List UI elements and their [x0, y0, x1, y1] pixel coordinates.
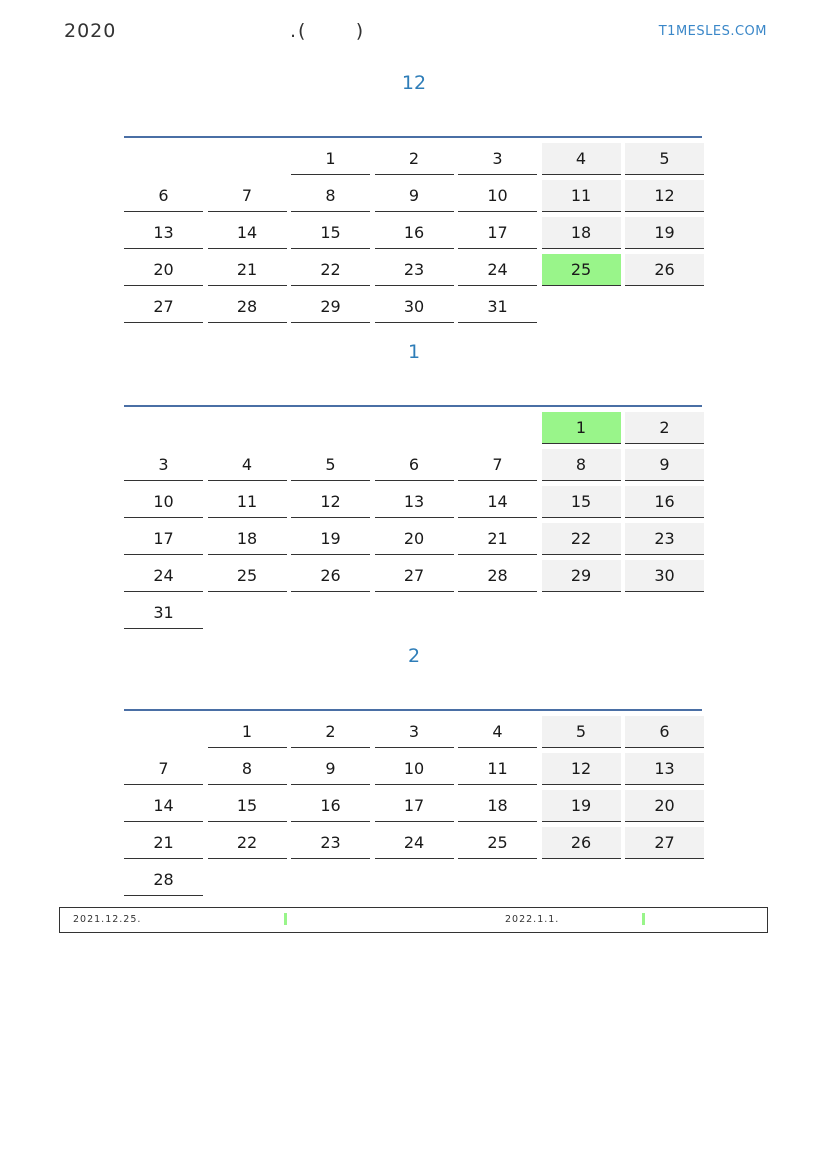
day-cell[interactable]: 28 — [458, 560, 537, 592]
day-cell[interactable]: 16 — [375, 217, 454, 249]
day-cell[interactable]: 10 — [458, 180, 537, 212]
empty-day-cell — [625, 864, 704, 896]
empty-day-cell — [542, 291, 621, 323]
empty-day-cell — [291, 597, 370, 629]
empty-day-cell — [124, 143, 203, 175]
day-cell[interactable]: 27 — [625, 827, 704, 859]
day-cell[interactable]: 19 — [291, 523, 370, 555]
day-cell[interactable]: 21 — [458, 523, 537, 555]
day-cell[interactable]: 5 — [625, 143, 704, 175]
month-title: 12 — [401, 72, 427, 94]
empty-day-cell — [208, 864, 287, 896]
day-cell[interactable]: 2 — [291, 716, 370, 748]
day-cell[interactable]: 29 — [542, 560, 621, 592]
day-cell[interactable]: 5 — [291, 449, 370, 481]
footer-note-2: 2022.1.1. — [505, 914, 560, 925]
day-cell[interactable]: 27 — [124, 291, 203, 323]
day-cell[interactable]: 21 — [208, 254, 287, 286]
empty-day-cell — [291, 412, 370, 444]
day-cell[interactable]: 31 — [124, 597, 203, 629]
day-cell[interactable]: 7 — [124, 753, 203, 785]
day-cell[interactable]: 8 — [542, 449, 621, 481]
day-cell[interactable]: 28 — [208, 291, 287, 323]
empty-day-cell — [625, 291, 704, 323]
empty-day-cell — [625, 597, 704, 629]
day-cell[interactable]: 9 — [375, 180, 454, 212]
day-cell[interactable]: 9 — [625, 449, 704, 481]
day-cell[interactable]: 15 — [208, 790, 287, 822]
day-cell[interactable]: 25 — [542, 254, 621, 286]
day-cell[interactable]: 1 — [291, 143, 370, 175]
month-calendar-1 — [124, 68, 704, 328]
day-cell[interactable]: 12 — [625, 180, 704, 212]
day-cell[interactable]: 24 — [458, 254, 537, 286]
day-cell[interactable]: 13 — [625, 753, 704, 785]
day-cell[interactable]: 26 — [542, 827, 621, 859]
month-grid — [124, 407, 704, 629]
empty-day-cell — [542, 597, 621, 629]
day-cell[interactable]: 1 — [208, 716, 287, 748]
day-cell[interactable]: 10 — [375, 753, 454, 785]
empty-day-cell — [375, 412, 454, 444]
footer-note-1: 2021.12.25. — [73, 914, 142, 925]
day-cell[interactable]: 4 — [458, 716, 537, 748]
day-cell[interactable]: 8 — [208, 753, 287, 785]
day-cell[interactable]: 16 — [625, 486, 704, 518]
day-cell[interactable]: 30 — [625, 560, 704, 592]
empty-day-cell — [375, 597, 454, 629]
day-cell[interactable]: 20 — [375, 523, 454, 555]
empty-day-cell — [458, 412, 537, 444]
footer-notes — [59, 907, 768, 933]
day-cell[interactable]: 9 — [291, 753, 370, 785]
header-subtitle: .( ) — [290, 20, 366, 42]
day-cell[interactable]: 13 — [124, 217, 203, 249]
day-cell[interactable]: 14 — [124, 790, 203, 822]
day-cell[interactable]: 5 — [542, 716, 621, 748]
day-cell[interactable]: 14 — [458, 486, 537, 518]
day-cell[interactable]: 3 — [124, 449, 203, 481]
day-cell[interactable]: 19 — [625, 217, 704, 249]
day-cell[interactable]: 26 — [625, 254, 704, 286]
empty-day-cell — [124, 412, 203, 444]
day-cell[interactable]: 15 — [291, 217, 370, 249]
day-cell[interactable]: 7 — [458, 449, 537, 481]
day-cell[interactable]: 22 — [542, 523, 621, 555]
highlight-marker — [284, 913, 287, 925]
day-cell[interactable]: 2 — [375, 143, 454, 175]
day-cell[interactable]: 11 — [458, 753, 537, 785]
month-grid — [124, 711, 704, 896]
day-cell[interactable]: 12 — [291, 486, 370, 518]
empty-day-cell — [291, 864, 370, 896]
day-cell[interactable]: 4 — [208, 449, 287, 481]
day-cell[interactable]: 11 — [208, 486, 287, 518]
day-cell[interactable]: 12 — [542, 753, 621, 785]
day-cell[interactable]: 23 — [375, 254, 454, 286]
day-cell[interactable]: 26 — [291, 560, 370, 592]
day-cell[interactable]: 17 — [458, 217, 537, 249]
empty-day-cell — [124, 716, 203, 748]
day-cell[interactable]: 15 — [542, 486, 621, 518]
day-cell[interactable]: 23 — [625, 523, 704, 555]
empty-day-cell — [208, 143, 287, 175]
day-cell[interactable]: 21 — [124, 827, 203, 859]
page-title: 2020 — [64, 20, 117, 42]
brand-link[interactable]: T1MESLES.COM — [658, 24, 767, 39]
day-cell[interactable]: 2 — [625, 412, 704, 444]
day-cell[interactable]: 7 — [208, 180, 287, 212]
day-cell[interactable]: 20 — [625, 790, 704, 822]
day-cell[interactable]: 31 — [458, 291, 537, 323]
day-cell[interactable]: 28 — [124, 864, 203, 896]
day-cell[interactable]: 1 — [542, 412, 621, 444]
empty-day-cell — [458, 864, 537, 896]
day-cell[interactable]: 18 — [458, 790, 537, 822]
day-cell[interactable]: 23 — [291, 827, 370, 859]
empty-day-cell — [458, 597, 537, 629]
day-cell[interactable]: 6 — [124, 180, 203, 212]
month-calendar-3 — [124, 641, 704, 901]
day-cell[interactable]: 10 — [124, 486, 203, 518]
empty-day-cell — [208, 412, 287, 444]
day-cell[interactable]: 19 — [542, 790, 621, 822]
day-cell[interactable]: 14 — [208, 217, 287, 249]
day-cell[interactable]: 13 — [375, 486, 454, 518]
day-cell[interactable]: 22 — [291, 254, 370, 286]
day-cell[interactable]: 6 — [375, 449, 454, 481]
highlight-marker — [642, 913, 645, 925]
day-cell[interactable]: 11 — [542, 180, 621, 212]
day-cell[interactable]: 8 — [291, 180, 370, 212]
day-cell[interactable]: 29 — [291, 291, 370, 323]
month-calendar-2 — [124, 337, 704, 627]
day-cell[interactable]: 16 — [291, 790, 370, 822]
day-cell[interactable]: 18 — [542, 217, 621, 249]
day-cell[interactable]: 17 — [375, 790, 454, 822]
day-cell[interactable]: 20 — [124, 254, 203, 286]
empty-day-cell — [208, 597, 287, 629]
day-cell[interactable]: 27 — [375, 560, 454, 592]
day-cell[interactable]: 24 — [375, 827, 454, 859]
day-cell[interactable]: 24 — [124, 560, 203, 592]
day-cell[interactable]: 4 — [542, 143, 621, 175]
day-cell[interactable]: 30 — [375, 291, 454, 323]
day-cell[interactable]: 18 — [208, 523, 287, 555]
day-cell[interactable]: 3 — [375, 716, 454, 748]
empty-day-cell — [375, 864, 454, 896]
day-cell[interactable]: 6 — [625, 716, 704, 748]
day-cell[interactable]: 3 — [458, 143, 537, 175]
month-title: 1 — [407, 341, 421, 363]
day-cell[interactable]: 22 — [208, 827, 287, 859]
day-cell[interactable]: 25 — [208, 560, 287, 592]
empty-day-cell — [542, 864, 621, 896]
month-grid — [124, 138, 704, 323]
month-title: 2 — [407, 645, 421, 667]
day-cell[interactable]: 25 — [458, 827, 537, 859]
day-cell[interactable]: 17 — [124, 523, 203, 555]
